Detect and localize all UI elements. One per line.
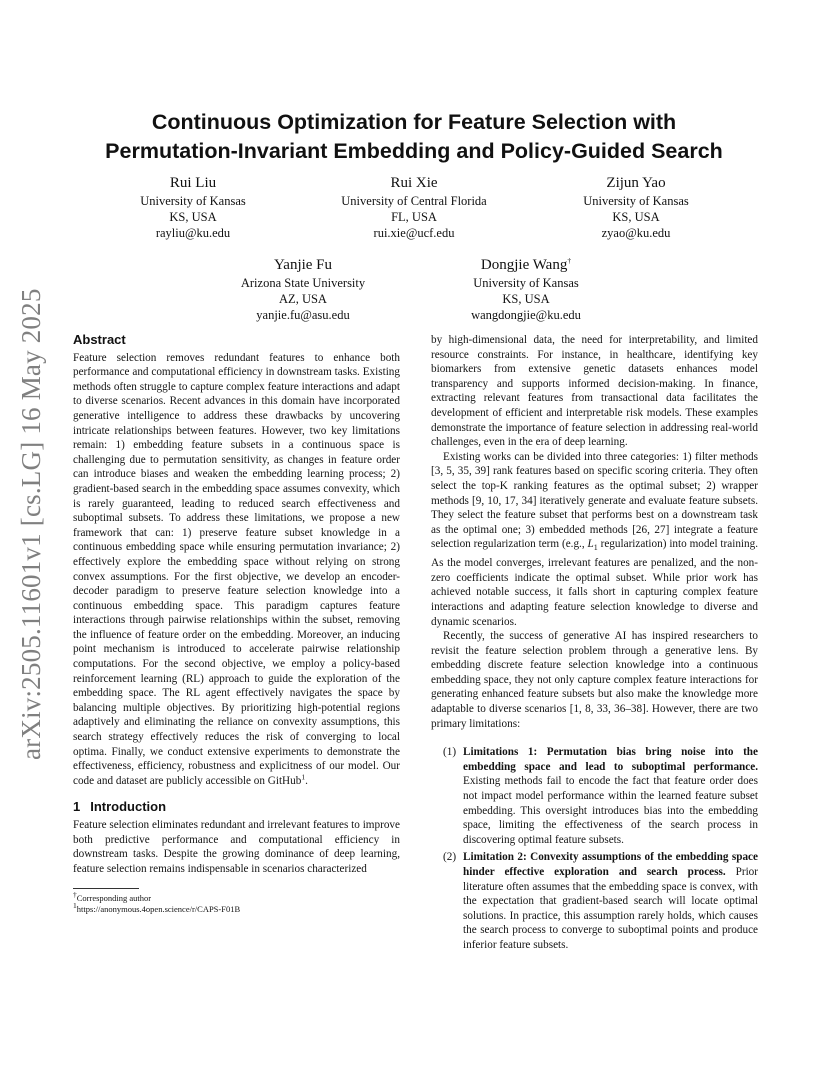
abstract-body: Feature selection removes redundant features to enhance both performance and computational efficiency in downstream tasks. Existing methods often struggle to capture complex feature interactions and adapt to diverse scenarios. Recent advances in this domain have incorporated generative intelligence to address these drawbacks by uncovering intricate relationships between features. However, two key limitations remain: 1) embedding feature subsets in a continuous space is challenging due to permutation sensitivity, as changes in feature order can introduce biases and weaken the embedding learning process; 2) gradient-based search in the embedding space assumes convexity, which is rarely guaranteed, leading to reduced search effectiveness and suboptimal subsets. To address these limitations, we propose a new framework that can: 1) preserve feature subset knowledge in a continuous embedding space while ensuring permutation invariance; 2) effectively explore the embedding space without relying on strong convex assumptions. For the first objective, we develop an encoder-decoder paradigm to preserve feature selection knowledge into a continuous embedding space. This paradigm captures feature interactions through pairwise relationships within the subset, removing the influence of feature order on the embedding. Moreover, an inducing point mechanism is introduced to accelerate pairwise relationship computations. For the second objective, we employ a policy-based reinforcement learning (RL) approach to guide the exploration of the embedding space. The RL agent effectively navigates the space by balancing multiple objectives. By prioritizing high-potential regions adaptively and eliminating the reliance on convexity assumptions, this search strategy effectively reduces the risk of converging to local optima. Finally, we conduct extensive experiments to demonstrate the effectiveness, efficiency, robustness and explicitness of our model. Our code and dataset are publicly accessible on GitHub	[73, 351, 400, 787]
footnote-corresponding	[73, 890, 400, 904]
math-subscript: 1	[593, 543, 598, 553]
math-symbol: L	[587, 538, 594, 551]
limitation-heading: Limitation 2: Convexity assumptions of the embedding space hinder effective exploration and search process.	[463, 851, 758, 879]
intro-paragraph	[431, 450, 758, 629]
paragraph-text: regularization) into model training. As the model converges, irrelevant features are penalized, and the non-zero coefficients indicate the optimal subset. While prior work has achieved notable success, it falls short in capturing complex feature interactions and adapting feature selection knowledge to diverse and dynamic scenarios.	[431, 538, 759, 628]
arxiv-identifier: arXiv:2505.11601v1 [cs.LG] 16 May 2025	[16, 288, 46, 760]
author-email: rui.xie@ucf.edu	[373, 226, 455, 240]
list-number: (2)	[443, 851, 457, 864]
introduction-heading	[73, 800, 400, 815]
footnote-mark: 1	[73, 901, 77, 911]
intro-paragraph: by high-dimensional data, the need for interpretability, and limited resource constraints. For instance, in healthcare, identifying key biomarkers from extensive genetic datasets enhances model transparency and supports informed decision-making. In finance, extracting relevant features from transactional data facilitates the development of efficient and interpretable risk models. These examples demonstrate the importance of feature selection in addressing real-world challenges, even in the era of deep learning.	[431, 334, 758, 449]
author-email: yanjie.fu@asu.edu	[256, 308, 350, 322]
footnote-mark: †	[73, 890, 77, 900]
abstract-text: Feature selection removes redundant features to enhance both performance and computational efficiency in downstream tasks. Existing methods often struggle to capture complex feature interactions and adapt to diverse scenarios. Recent advances in this domain have incorporated generative intelligence to address these drawbacks by uncovering intricate relationships between features. However, two key limitations remain: 1) embedding feature subsets in a continuous space is challenging due to permutation sensitivity, as changes in feature order can introduce biases and weaken the embedding learning process; 2) gradient-based search in the embedding space assumes convexity, which is rarely guaranteed, leading to reduced search effectiveness and suboptimal subsets. To address these limitations, we propose a new framework that can: 1) preserve feature subset knowledge in a continuous embedding space while ensuring permutation invariance; 2) effectively explore the embedding space without relying on strong convex assumptions. For the first objective, we develop an encoder-decoder paradigm to preserve feature selection knowledge into a continuous embedding space. This paradigm captures feature interactions through pairwise relationships within the subset, removing the influence of feature order on the embedding. Moreover, an inducing point mechanism is introduced to accelerate pairwise relationship computations. For the second objective, we employ a policy-based reinforcement learning (RL) approach to guide the exploration of the embedding space. The RL agent effectively navigates the space by balancing multiple objectives. By prioritizing high-potential regions adaptively and eliminating the reliance on convexity assumptions, this search strategy effectively reduces the risk of converging to local optima. Finally, we conduct extensive experiments to demonstrate the effectiveness, efficiency, robustness and explicitness of our model. Our code and dataset are publicly accessible on GitHub$^1$.	[73, 351, 400, 787]
corresponding-mark: †	[567, 256, 572, 265]
author-location: KS, USA	[502, 292, 550, 306]
author-location: KS, USA	[169, 210, 217, 224]
list-item	[431, 850, 758, 952]
author-block	[446, 255, 606, 323]
left-column	[73, 333, 400, 915]
footnote-text: Corresponding author	[76, 893, 152, 904]
author-location: FL, USA	[391, 210, 437, 224]
author-affiliation: University of Central Florida	[341, 194, 487, 208]
author-block	[118, 173, 268, 241]
author-email: rayliu@ku.edu	[155, 226, 231, 240]
author-email: zyao@ku.edu	[601, 226, 671, 240]
paper-title	[60, 108, 768, 166]
footnote-link[interactable]: https://anonymous.4open.science/r/CAPS-F01B	[76, 904, 241, 915]
author-name	[446, 255, 606, 275]
section-number: 1	[73, 799, 81, 815]
limitation-body: Existing methods fail to encode the fact that feature order does not impact model performance within the learned feature subset embedding. This oversight introduces bias into the embedding space, limiting the effectiveness of the search process in discovering optimal feature subsets.	[463, 775, 758, 846]
section-title: Introduction	[90, 799, 167, 815]
limitation-body: Prior literature often assumes that the embedding space is convex, with the expectation that gradient-based search will locate optimal solutions. In practice, this assumption rarely holds, which causes the search process to converge to suboptimal points and produce inferior feature subsets.	[463, 866, 758, 951]
author-location: KS, USA	[612, 210, 660, 224]
author-location: AZ, USA	[279, 292, 327, 306]
limitation-heading: Limitations 1: Permutation bias bring noise into the embedding space and lead to suboptimal performance.	[463, 746, 758, 773]
author-affiliation: University of Kansas	[473, 276, 579, 290]
list-item	[431, 745, 758, 847]
author-affiliation: University of Kansas	[140, 194, 246, 208]
title-line-2: Permutation-Invariant Embedding and Policy-Guided Search	[105, 139, 723, 163]
author-block	[561, 173, 711, 241]
intro-paragraph: Recently, the success of generative AI has inspired researchers to revisit the feature selection problem through a generative lens. By embedding discrete feature selection knowledge into a continuous embedding space, they not only capture complex feature interactions for generating enhanced feature subsets but also make the knowledge more adaptable to diverse scenarios [1, 8, 33, 36–38]. However, there are two primary limitations:	[431, 630, 758, 730]
author-affiliation: Arizona State University	[240, 276, 366, 290]
author-name: Yanjie Fu	[273, 257, 333, 273]
footnote-ref: 1	[301, 772, 306, 782]
title-line-1: Continuous Optimization for Feature Selection with	[151, 110, 677, 134]
author-block	[314, 173, 514, 241]
intro-paragraph: Feature selection eliminates redundant and irrelevant features to improve both predictive performance and computational efficiency in downstream tasks. Despite the growing dominance of deep learning, feature selection remains indispensable in scenarios characterized	[73, 819, 400, 875]
author-name: Rui Liu	[169, 175, 217, 191]
footnote-rule	[73, 888, 139, 889]
footnote-url	[73, 901, 400, 915]
abstract-heading: Abstract	[73, 332, 126, 347]
list-number: (1)	[443, 746, 457, 759]
author-name: Zijun Yao	[606, 175, 666, 191]
right-column	[431, 333, 758, 956]
author-affiliation: University of Kansas	[583, 194, 689, 208]
author-name: Rui Xie	[390, 175, 438, 191]
limitations-list	[431, 745, 758, 952]
author-name-text: Dongjie Wang	[480, 257, 568, 273]
author-block	[218, 255, 388, 323]
author-email: wangdongjie@ku.edu	[471, 308, 581, 322]
paragraph-text: Existing works can be divided into three categories: 1) filter methods [3, 5, 35, 39] rank features based on specific scoring criteria. They often select the top-K ranking features as the optimal subset; 2) wrapper methods [9, 10, 17, 34] iteratively generate and evaluate feature subsets. They select the feature subset that performs best on a downstream task as the optimal one; 3) embedded methods [26, 27] integrate a feature selection regularization term (e.g.,	[431, 450, 758, 551]
